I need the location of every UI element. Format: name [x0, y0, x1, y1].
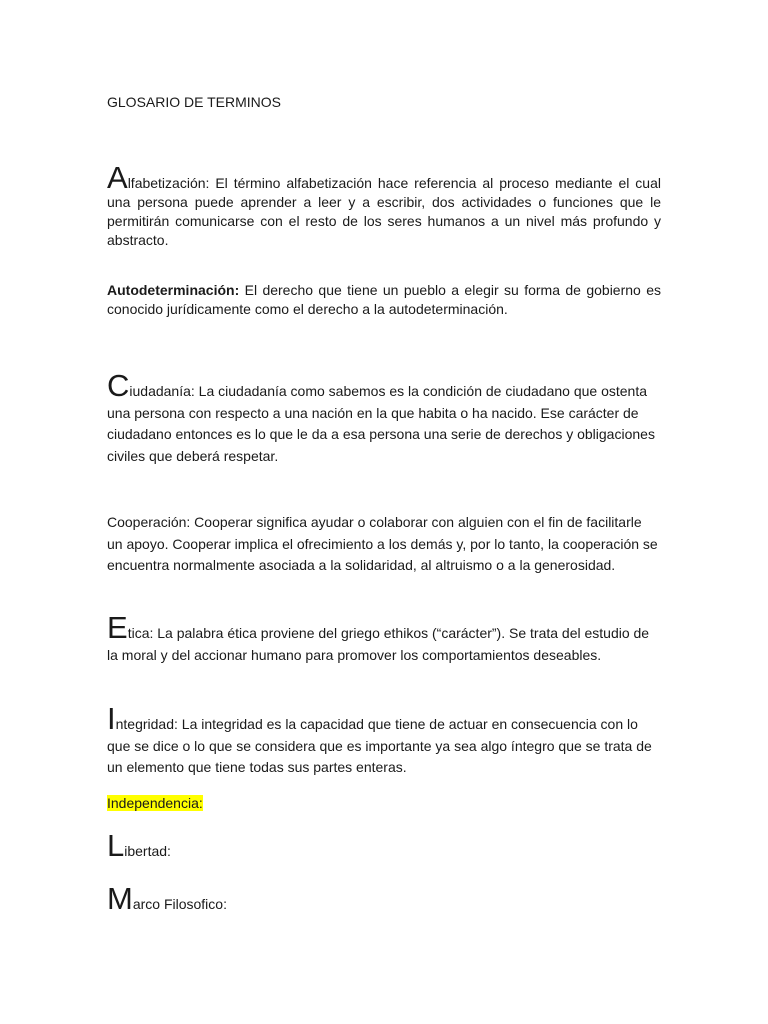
- entry-marco-filosofico: [107, 881, 661, 916]
- entry-definition: El derecho que tiene un pueblo a elegir su forma de gobierno es conocido jurídicamente como el derecho a la autodeterminación.: [107, 282, 661, 317]
- drop-initial: L: [107, 828, 125, 863]
- entry-integridad: [107, 701, 661, 779]
- entry-term: ntegridad:: [115, 716, 178, 732]
- entry-autodeterminacion: [107, 281, 661, 319]
- entry-term: lfabetización:: [127, 175, 210, 191]
- entry-term: Cooperación:: [107, 514, 191, 530]
- entry-libertad: [107, 828, 661, 863]
- drop-initial: M: [107, 881, 133, 916]
- page-title: GLOSARIO DE TERMINOS: [107, 94, 281, 110]
- entry-definition: La ciudadanía como sabemos es la condición de ciudadano que ostenta una persona con respecto a una nación en la que habita o ha nacido. Ese carácter de ciudadano entonces es lo que le da a esa persona una serie de derechos y obligaciones civiles que deberá respetar.: [107, 383, 655, 464]
- drop-initial: A: [107, 160, 128, 195]
- entry-ciudadania: [107, 368, 661, 467]
- entry-term: ibertad:: [124, 843, 171, 859]
- entry-alfabetizacion: [107, 160, 661, 250]
- drop-initial: E: [107, 610, 128, 645]
- drop-initial: I: [107, 701, 116, 736]
- drop-initial: C: [107, 368, 130, 403]
- entry-definition: La palabra ética proviene del griego ethikos (“carácter”). Se trata del estudio de la moral y del accionar humano para promover los comportamientos deseables.: [107, 625, 650, 663]
- entry-independencia: [107, 793, 661, 813]
- entry-term: tica:: [127, 625, 154, 641]
- entry-cooperacion: [107, 512, 661, 577]
- entry-etica: [107, 610, 661, 666]
- entry-definition: El término alfabetización hace referencia al proceso mediante el cual una persona puede aprender a leer y a escribir, dos actividades o funciones que le permitirán comunicarse con el resto de los seres humanos a un nivel más profundo y abstracto.: [107, 175, 661, 248]
- highlighted-term: Independencia:: [107, 795, 203, 811]
- entry-term: Autodeterminación:: [107, 282, 240, 298]
- entry-definition: Cooperar significa ayudar o colaborar con alguien con el fin de facilitarle un apoyo. Cooperar implica el ofrecimiento a los demás y, por lo tanto, la cooperación se encuentra normalmente asociada a la solidaridad, al altruismo o a la generosidad.: [107, 514, 658, 573]
- entry-term: iudadanía:: [129, 383, 195, 399]
- entry-definition: La integridad es la capacidad que tiene de actuar en consecuencia con lo que se dice o lo que se considera que es importante ya sea algo íntegro que se trata de un elemento que tiene todas sus partes enteras.: [107, 716, 652, 775]
- entry-term: arco Filosofico:: [132, 896, 227, 912]
